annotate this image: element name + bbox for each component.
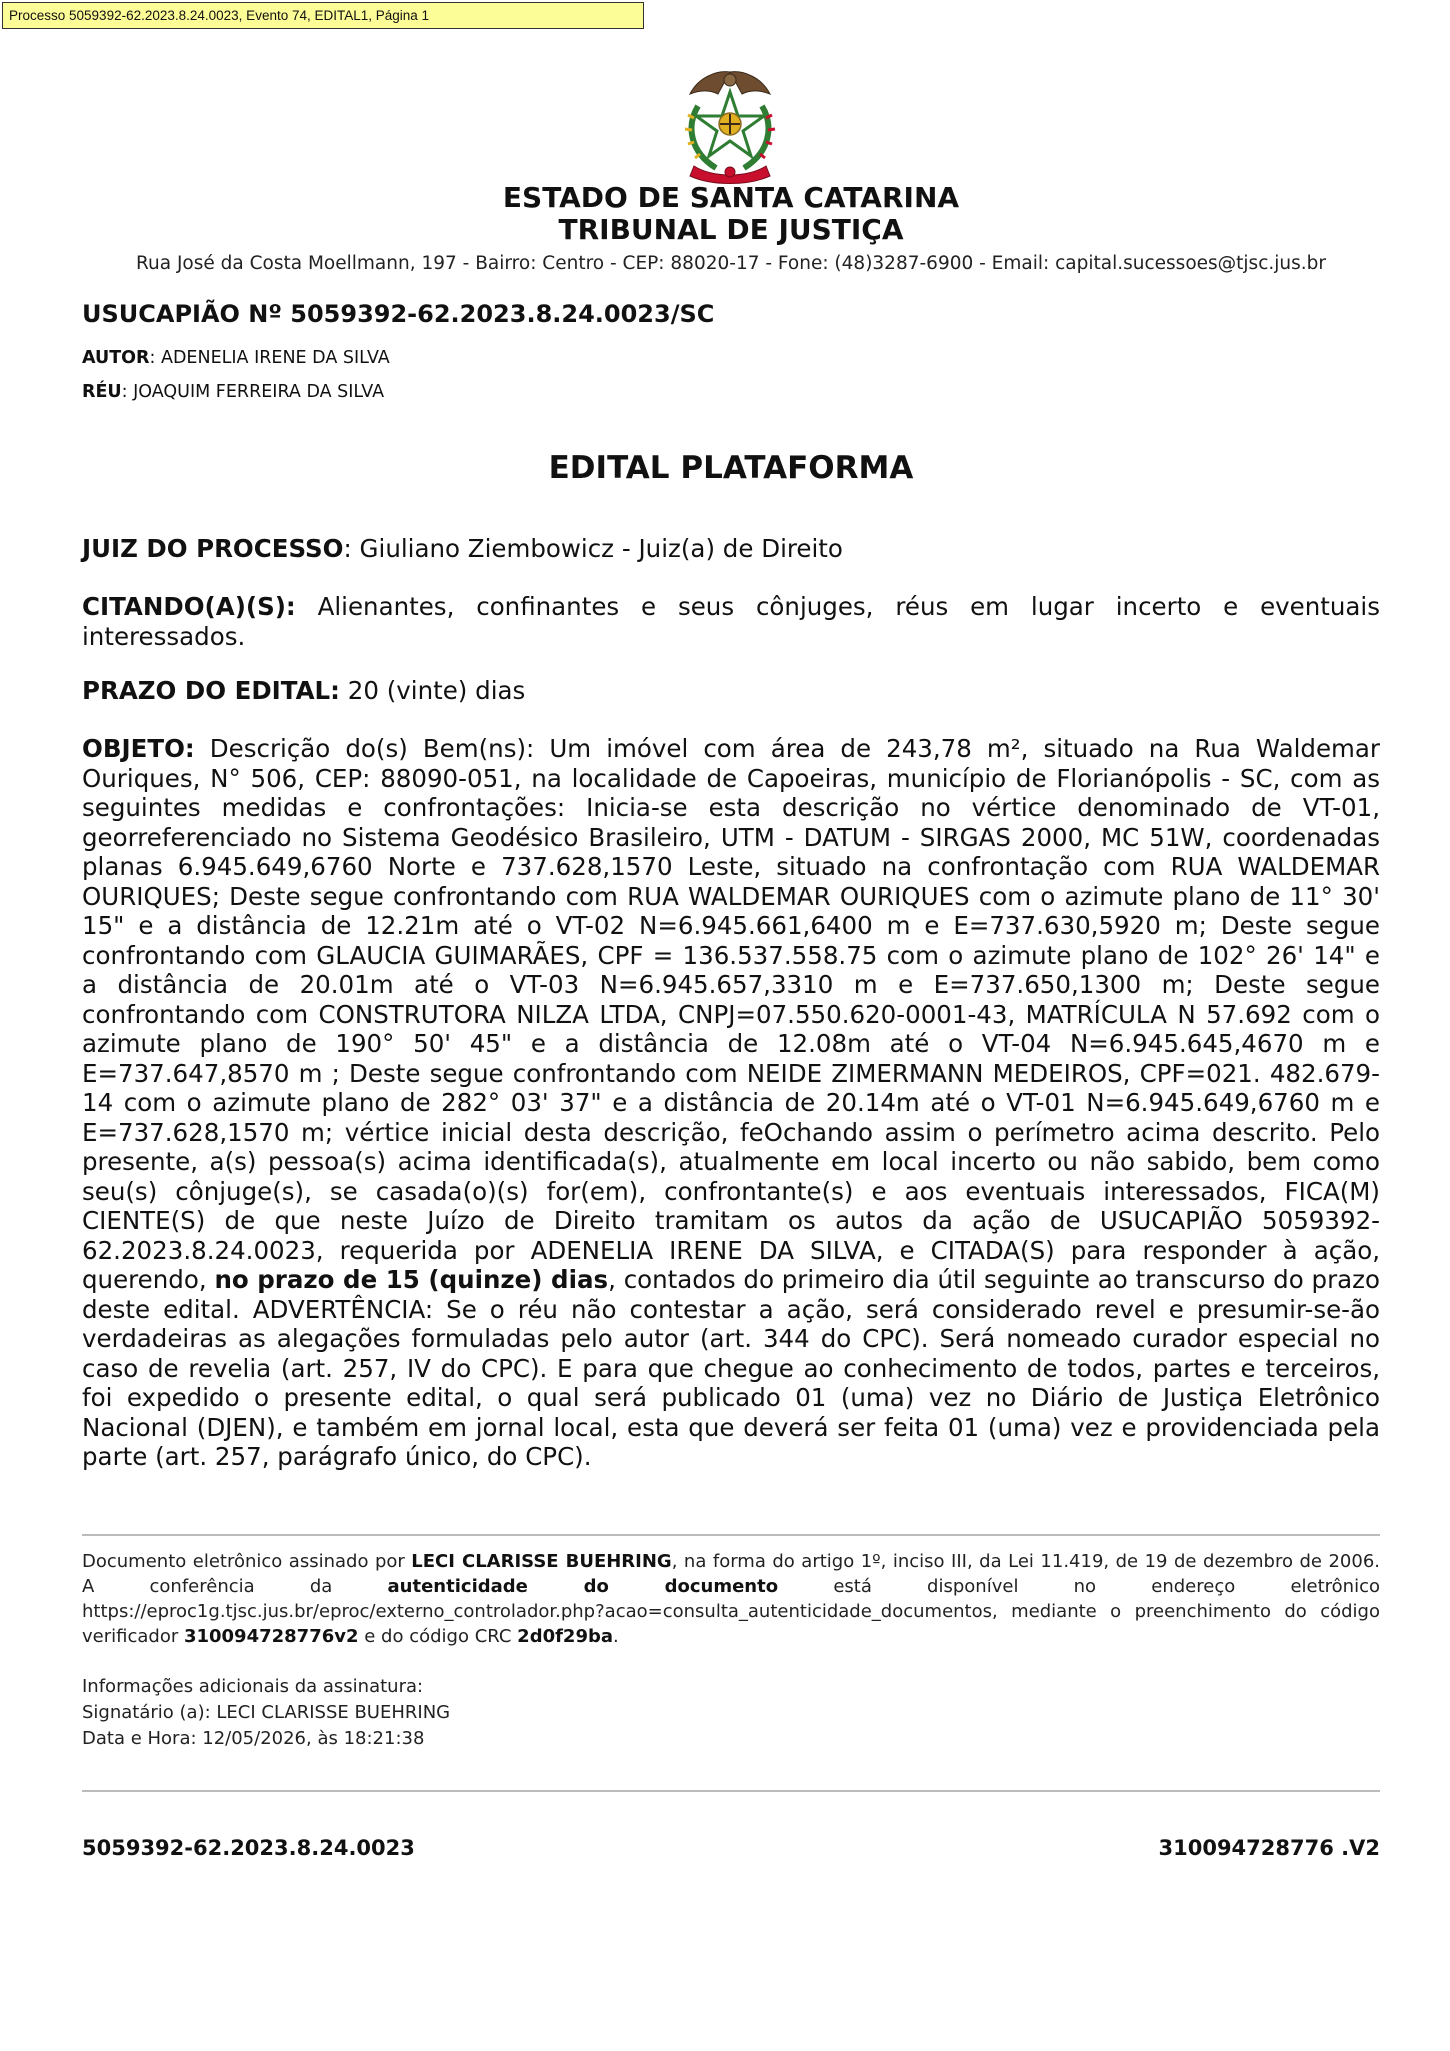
- signature-text-3: está disponível no endereço eletrônico https://eproc1g.tjsc.jus.br/eproc/externo_controlador.php?acao=consulta_autenticidade_documentos, mediante o preenchimento do código verificador: [82, 1576, 1380, 1647]
- header-estado: ESTADO DE SANTA CATARINA: [502, 181, 960, 214]
- process-stamp: Processo 5059392-62.2023.8.24.0023, Evento 74, EDITAL1, Página 1: [2, 2, 644, 29]
- footer-process-number: 5059392-62.2023.8.24.0023: [82, 1836, 415, 1860]
- verification-code: 310094728776v2: [183, 1626, 359, 1647]
- edital-title: EDITAL PLATAFORMA: [548, 450, 914, 486]
- reu-value: : JOAQUIM FERREIRA DA SILVA: [121, 382, 385, 402]
- footer-verification-code: 310094728776 .V2: [1158, 1836, 1380, 1860]
- objeto-label: OBJETO:: [82, 734, 195, 763]
- reu-label: RÉU: [82, 382, 122, 402]
- signature-text-2: , na forma do artigo 1º, inciso III, da Lei 11.419, de 19 de dezembro de 2006. A conferência da: [82, 1551, 1381, 1597]
- autor-value: : ADENELIA IRENE DA SILVA: [149, 348, 390, 368]
- santa-catarina-coat-of-arms-icon: [676, 66, 784, 184]
- juiz-field: [82, 534, 1380, 564]
- footer-divider: [82, 1534, 1380, 1536]
- case-number-title: USUCAPIÃO Nº 5059392-62.2023.8.24.0023/SC: [82, 300, 715, 328]
- info-signatario: Signatário (a): LECI CLARISSE BUEHRING: [82, 1702, 451, 1723]
- bottom-divider: [82, 1790, 1380, 1792]
- objeto-prazo-bold: no prazo de 15 (quinze) dias: [214, 1265, 609, 1294]
- prazo-field: [82, 676, 1380, 706]
- signature-text-4: e do código CRC: [358, 1626, 518, 1647]
- signature-text-5: .: [613, 1626, 619, 1647]
- citando-field: [82, 592, 1380, 651]
- juiz-label: JUIZ DO PROCESSO: [82, 534, 344, 563]
- autor-label: AUTOR: [82, 348, 150, 368]
- header-address: Rua José da Costa Moellmann, 197 - Bairro: Centro - CEP: 88020-17 - Fone: (48)3287-6900 - Email: capital.sucessoes@tjsc.jus.br: [136, 253, 1326, 274]
- signature-statement: [82, 1549, 1380, 1649]
- objeto-text-continued: , contados do primeiro dia útil seguinte ao transcurso do prazo deste edital. ADVERTÊNCIA: Se o réu não contestar a ação, será considerado revel e presumir-se-ão verdadeiras as alegações formuladas pelo autor (art. 344 do CPC). Será nomeado curador especial no caso de revelia (art. 257, IV do CPC). E para que chegue ao conhecimento de todos, partes e terceiros, foi expedido o presente edital, o qual será publicado 01 (uma) vez no Diário de Justiça Eletrônico Nacional (DJEN), e também em jornal local, esta que deverá ser feita 01 (uma) vez e providenciada pela parte (art. 257, parágrafo único, do CPC).: [82, 1265, 1381, 1471]
- objeto-field: [82, 734, 1380, 1472]
- info-heading: Informações adicionais da assinatura:: [82, 1676, 424, 1697]
- reu-line: [82, 382, 384, 402]
- objeto-text: Descrição do(s) Bem(ns): Um imóvel com área de 243,78 m², situado na Rua Waldemar Ouriques, N° 506, CEP: 88090-051, na localidade de Capoeiras, município de Florianópolis - SC, com as seguintes medidas e confrontações: Inicia-se esta descrição no vértice denominado de VT-01, georreferenciado no Sistema Geodésico Brasileiro, UTM - DATUM - SIRGAS 2000, MC 51W, coordenadas planas 6.945.649,6760 Norte e 737.628,1570 Leste, situado na confrontação com RUA WALDEMAR OURIQUES; Deste segue confrontando com RUA WALDEMAR OURIQUES com o azimute plano de 11° 30' 15" e a distância de 12.21m até o VT-02 N=6.945.661,6400 m e E=737.630,5920 m; Deste segue confrontando com GLAUCIA GUIMARÃES, CPF = 136.537.558.75 com o azimute plano de 102° 26' 14" e a distância de 20.01m até o VT-03 N=6.945.657,3310 m e E=737.650,1300 m; Deste segue confrontando com CONSTRUTORA NILZA LTDA, CNPJ=07.550.620-0001-43, MATRÍCULA N 57.692 com o azimute plano de 190° 50' 45" e a distância de 12.08m até o VT-04 N=6.945.645,4670 m e E=737.647,8570 m ; Deste segue confrontando com NEIDE ZIMERMANN MEDEIROS, CPF=021. 482.679-14 com o azimute plano de 282° 03' 37" e a distância de 20.14m até o VT-01 N=6.945.649,6760 m e E=737.628,1570 m; vértice inicial desta descrição, feOchando assim o perímetro acima descrito. Pelo presente, a(s) pessoa(s) acima identificada(s), atualmente em local incerto ou não sabido, bem como seu(s) cônjuge(s), se casada(o)(s) for(em), confrontante(s) e aos eventuais interessados, FICA(M) CIENTE(S) de que neste Juízo de Direito tramitam os autos da ação de USUCAPIÃO 5059392-62.2023.8.24.0023, requerida por ADENELIA IRENE DA SILVA, e CITADA(S) para responder à ação, querendo,: [82, 734, 1380, 1294]
- header-tribunal: TRIBUNAL DE JUSTIÇA: [558, 213, 904, 246]
- citando-label: CITANDO(A)(S):: [82, 592, 296, 621]
- signer-name: LECI CLARISSE BUEHRING: [411, 1551, 672, 1572]
- info-data-hora: Data e Hora: 12/05/2026, às 18:21:38: [82, 1728, 425, 1749]
- juiz-value: : Giuliano Ziembowicz - Juiz(a) de Direito: [343, 534, 843, 563]
- crc-code: 2d0f29ba: [517, 1626, 614, 1647]
- citando-value: Alienantes, confinantes e seus cônjuges, réus em lugar incerto e eventuais interessados.: [82, 592, 1380, 651]
- signature-text-1: Documento eletrônico assinado por: [82, 1551, 412, 1572]
- prazo-value: 20 (vinte) dias: [339, 676, 526, 705]
- autor-line: [82, 348, 390, 368]
- autenticidade-text: autenticidade do documento: [387, 1576, 779, 1597]
- prazo-label: PRAZO DO EDITAL:: [82, 676, 340, 705]
